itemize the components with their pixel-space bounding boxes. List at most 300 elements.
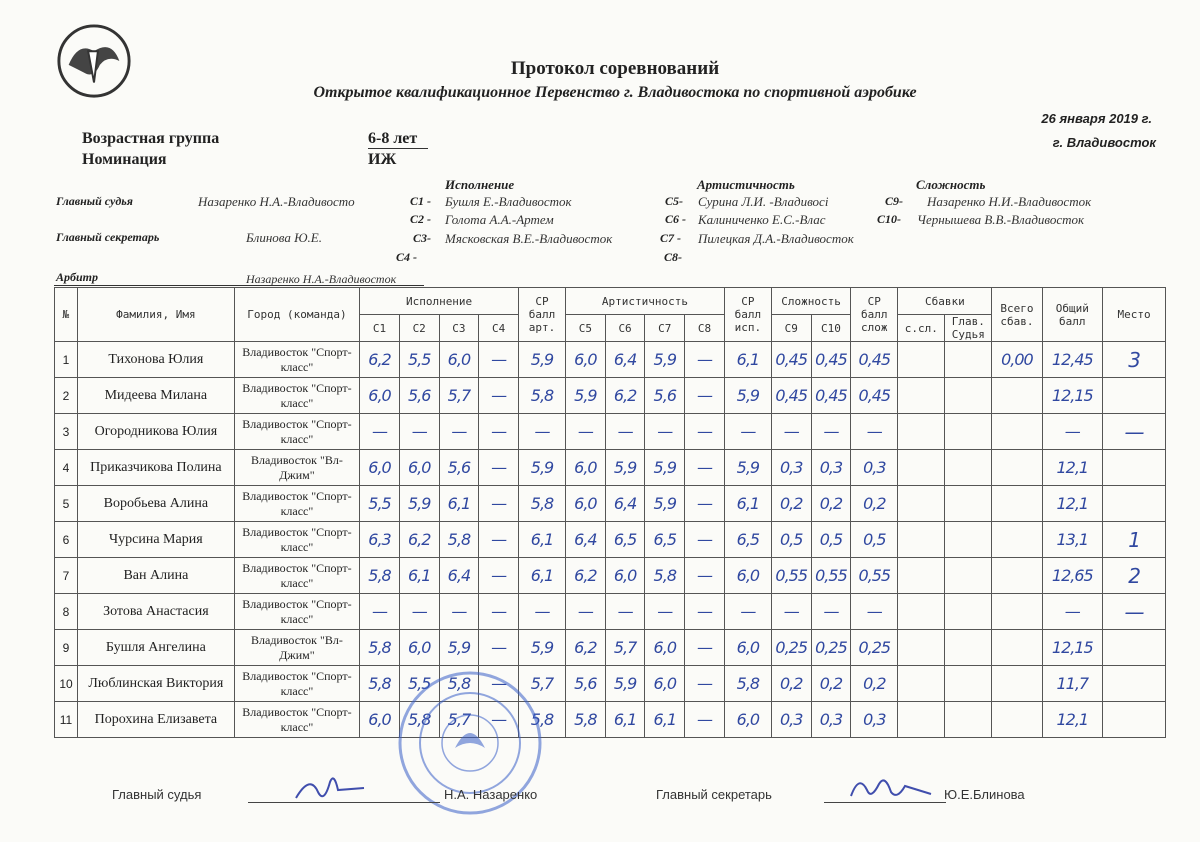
score-c2: 5,8 xyxy=(399,702,439,738)
score-c4: — xyxy=(479,378,519,414)
deduction-sl xyxy=(898,378,945,414)
judge-c10-code: С10- xyxy=(877,212,901,226)
judge-c2-name: Голота А.А.-Артем xyxy=(445,212,554,227)
score-c10: 0,3 xyxy=(811,450,851,486)
score-sr-diff: 0,45 xyxy=(851,342,898,378)
chief-secretary-name: Блинова Ю.Е. xyxy=(246,230,322,245)
score-c9: 0,45 xyxy=(771,378,811,414)
score-c10: — xyxy=(811,414,851,450)
federation-logo xyxy=(55,22,133,100)
score-c1: 5,8 xyxy=(360,558,400,594)
row-number: 2 xyxy=(55,378,78,414)
judge-c4-code: С4 - xyxy=(396,250,417,264)
deduction-head-judge xyxy=(945,522,992,558)
score-c2: 5,5 xyxy=(399,666,439,702)
place: 3 xyxy=(1103,342,1166,378)
row-number: 7 xyxy=(55,558,78,594)
judge-c10-name: Чернышева В.В.-Владивосток xyxy=(917,212,1085,227)
execution-judges-title: Исполнение xyxy=(445,177,515,192)
place: 2 xyxy=(1103,558,1166,594)
table-row xyxy=(55,630,1166,666)
score-sr-exec: 6,1 xyxy=(724,486,771,522)
col-place: Место xyxy=(1103,288,1166,342)
page-subtitle: Открытое квалификационное Первенство г. Владивостока по спортивной аэробике xyxy=(313,84,917,101)
score-c3: 5,6 xyxy=(439,450,479,486)
col-c10: С10 xyxy=(811,315,851,342)
col-num: № xyxy=(55,288,78,342)
footer-chief-secretary-label: Главный секретарь xyxy=(656,787,772,802)
score-sr-art: 5,7 xyxy=(519,666,566,702)
deduction-sl xyxy=(898,522,945,558)
deduction-sl xyxy=(898,594,945,630)
age-group-value: 6-8 лет xyxy=(368,130,428,149)
col-execution: Исполнение xyxy=(360,288,519,315)
total-deductions xyxy=(992,666,1042,702)
score-c6: 6,1 xyxy=(605,702,645,738)
score-sr-exec: 6,1 xyxy=(724,342,771,378)
col-c7: С7 xyxy=(645,315,685,342)
score-sr-diff: — xyxy=(851,414,898,450)
table-row xyxy=(55,522,1166,558)
score-sr-diff: 0,45 xyxy=(851,378,898,414)
score-c5: — xyxy=(566,414,606,450)
athlete-name: Приказчикова Полина xyxy=(77,450,234,486)
deduction-head-judge xyxy=(945,666,992,702)
deduction-head-judge xyxy=(945,594,992,630)
score-c2: 5,6 xyxy=(399,378,439,414)
col-sr-exec: СР балл исп. xyxy=(724,288,771,342)
deduction-sl xyxy=(898,414,945,450)
score-sr-exec: 5,8 xyxy=(724,666,771,702)
score-c9: 0,3 xyxy=(771,450,811,486)
athlete-name: Зотова Анастасия xyxy=(77,594,234,630)
score-c9: 0,2 xyxy=(771,666,811,702)
difficulty-judges-title: Сложность xyxy=(916,177,986,192)
score-c6: 6,4 xyxy=(605,342,645,378)
score-c2: 5,5 xyxy=(399,342,439,378)
total-score: 11,7 xyxy=(1042,666,1103,702)
total-deductions xyxy=(992,414,1042,450)
score-sr-diff: 0,55 xyxy=(851,558,898,594)
row-number: 11 xyxy=(55,702,78,738)
arbiter-label: Арбитр xyxy=(56,270,98,284)
judge-c1-code: С1 - xyxy=(410,194,431,208)
score-c6: 6,2 xyxy=(605,378,645,414)
total-deductions xyxy=(992,378,1042,414)
deduction-sl xyxy=(898,558,945,594)
col-c5: С5 xyxy=(566,315,606,342)
athlete-name: Порохина Елизавета xyxy=(77,702,234,738)
row-number: 4 xyxy=(55,450,78,486)
score-c6: 5,7 xyxy=(605,630,645,666)
place xyxy=(1103,666,1166,702)
score-c5: 6,2 xyxy=(566,630,606,666)
competition-city: г. Владивосток xyxy=(1052,135,1156,150)
score-c7: 5,9 xyxy=(645,450,685,486)
footer-chief-secretary-name: Ю.Е.Блинова xyxy=(944,787,1025,802)
score-c8: — xyxy=(685,522,725,558)
score-c10: 0,25 xyxy=(811,630,851,666)
chief-judge-signature xyxy=(290,770,370,806)
score-c1: 5,5 xyxy=(360,486,400,522)
score-c5: 6,4 xyxy=(566,522,606,558)
col-deductions: Сбавки xyxy=(898,288,992,315)
total-deductions xyxy=(992,594,1042,630)
total-deductions xyxy=(992,558,1042,594)
score-c3: 5,9 xyxy=(439,630,479,666)
score-c10: — xyxy=(811,594,851,630)
score-c3: — xyxy=(439,414,479,450)
total-score: 12,45 xyxy=(1042,342,1103,378)
nomination-label: Номинация xyxy=(82,151,167,168)
col-c3: С3 xyxy=(439,315,479,342)
total-deductions xyxy=(992,450,1042,486)
total-deductions xyxy=(992,486,1042,522)
athlete-team: Владивосток "Спорт-класс" xyxy=(234,378,359,414)
page-title: Протокол соревнований xyxy=(510,58,720,79)
score-c7: 5,6 xyxy=(645,378,685,414)
judge-c2-code: С2 - xyxy=(410,212,431,226)
score-c6: 6,5 xyxy=(605,522,645,558)
score-c1: 5,8 xyxy=(360,666,400,702)
deduction-sl xyxy=(898,486,945,522)
total-deductions: 0,00 xyxy=(992,342,1042,378)
score-c9: 0,5 xyxy=(771,522,811,558)
total-score: — xyxy=(1042,414,1103,450)
athlete-name: Воробьева Алина xyxy=(77,486,234,522)
col-sr-diff: СР балл слож xyxy=(851,288,898,342)
athlete-team: Владивосток "Вл-Джим" xyxy=(234,630,359,666)
score-c6: 5,9 xyxy=(605,666,645,702)
score-sr-diff: 0,3 xyxy=(851,450,898,486)
score-c4: — xyxy=(479,450,519,486)
col-artistry: Артистичность xyxy=(566,288,725,315)
score-c8: — xyxy=(685,414,725,450)
athlete-team: Владивосток "Спорт-класс" xyxy=(234,486,359,522)
table-row xyxy=(55,666,1166,702)
place: 1 xyxy=(1103,522,1166,558)
score-c3: 6,0 xyxy=(439,342,479,378)
score-c4: — xyxy=(479,486,519,522)
judge-c9-name: Назаренко Н.И.-Владивосток xyxy=(927,194,1092,209)
athlete-team: Владивосток "Спорт-класс" xyxy=(234,702,359,738)
score-sr-exec: 6,0 xyxy=(724,630,771,666)
deduction-sl xyxy=(898,450,945,486)
judge-c6-code: С6 - xyxy=(665,212,686,226)
score-sr-diff: 0,25 xyxy=(851,630,898,666)
place xyxy=(1103,378,1166,414)
total-score: 13,1 xyxy=(1042,522,1103,558)
col-c4: С4 xyxy=(479,315,519,342)
place xyxy=(1103,702,1166,738)
score-c3: 5,8 xyxy=(439,666,479,702)
score-sr-exec: 6,0 xyxy=(724,702,771,738)
athlete-name: Мидеева Милана xyxy=(77,378,234,414)
col-c9: С9 xyxy=(771,315,811,342)
score-c5: 6,2 xyxy=(566,558,606,594)
score-c7: 6,5 xyxy=(645,522,685,558)
score-c1: 6,0 xyxy=(360,378,400,414)
athlete-team: Владивосток "Спорт-класс" xyxy=(234,594,359,630)
place: — xyxy=(1103,594,1166,630)
score-c3: 6,4 xyxy=(439,558,479,594)
score-sr-art: 6,1 xyxy=(519,558,566,594)
score-sr-art: — xyxy=(519,414,566,450)
score-c10: 0,2 xyxy=(811,666,851,702)
score-sr-art: 5,8 xyxy=(519,702,566,738)
place xyxy=(1103,486,1166,522)
score-c5: 6,0 xyxy=(566,450,606,486)
score-sr-diff: 0,3 xyxy=(851,702,898,738)
col-difficulty: Сложность xyxy=(771,288,850,315)
score-c5: 6,0 xyxy=(566,486,606,522)
col-c8: С8 xyxy=(685,315,725,342)
row-number: 1 xyxy=(55,342,78,378)
table-row xyxy=(55,342,1166,378)
deduction-sl xyxy=(898,702,945,738)
score-sr-exec: 5,9 xyxy=(724,378,771,414)
judge-c9-code: С9- xyxy=(885,194,903,208)
judge-c8-code: С8- xyxy=(664,250,682,264)
score-c10: 0,55 xyxy=(811,558,851,594)
col-c2: С2 xyxy=(399,315,439,342)
total-deductions xyxy=(992,522,1042,558)
score-c3: — xyxy=(439,594,479,630)
score-c7: 5,9 xyxy=(645,342,685,378)
score-c8: — xyxy=(685,378,725,414)
row-number: 3 xyxy=(55,414,78,450)
score-sr-exec: 5,9 xyxy=(724,450,771,486)
score-sr-exec: 6,5 xyxy=(724,522,771,558)
footer-chief-judge-name: Н.А. Назаренко xyxy=(444,787,538,802)
score-c9: 0,2 xyxy=(771,486,811,522)
score-c9: — xyxy=(771,594,811,630)
total-score: 12,65 xyxy=(1042,558,1103,594)
athlete-name: Бушля Ангелина xyxy=(77,630,234,666)
table-row xyxy=(55,486,1166,522)
table-row xyxy=(55,594,1166,630)
row-number: 9 xyxy=(55,630,78,666)
deduction-head-judge xyxy=(945,630,992,666)
score-c7: — xyxy=(645,414,685,450)
score-c10: 0,5 xyxy=(811,522,851,558)
athlete-name: Тихонова Юлия xyxy=(77,342,234,378)
col-city: Город (команда) xyxy=(234,288,359,342)
judge-c6-name: Калиниченко Е.С.-Влас xyxy=(698,212,826,227)
score-c4: — xyxy=(479,594,519,630)
score-c6: — xyxy=(605,414,645,450)
score-c5: — xyxy=(566,594,606,630)
score-c7: 6,0 xyxy=(645,666,685,702)
judge-c5-code: С5- xyxy=(665,194,683,208)
score-c9: 0,25 xyxy=(771,630,811,666)
score-c10: 0,45 xyxy=(811,342,851,378)
chief-judge-name: Назаренко Н.А.-Владивосто xyxy=(198,194,355,209)
row-number: 8 xyxy=(55,594,78,630)
chief-judge-label: Главный судья xyxy=(56,194,133,208)
athlete-team: Владивосток "Спорт-класс" xyxy=(234,666,359,702)
athlete-team: Владивосток "Спорт-класс" xyxy=(234,342,359,378)
score-c2: — xyxy=(399,414,439,450)
chief-secretary-label: Главный секретарь xyxy=(56,230,160,244)
judge-c7-code: С7 - xyxy=(660,231,681,245)
judge-c3-code: С3- xyxy=(413,231,431,245)
col-sr-art: СР балл арт. xyxy=(519,288,566,342)
score-c3: 5,8 xyxy=(439,522,479,558)
score-c1: 6,3 xyxy=(360,522,400,558)
score-c8: — xyxy=(685,594,725,630)
score-c10: 0,3 xyxy=(811,702,851,738)
score-c4: — xyxy=(479,342,519,378)
score-c1: 6,0 xyxy=(360,450,400,486)
score-c5: 5,6 xyxy=(566,666,606,702)
athlete-team: Владивосток "Вл-Джим" xyxy=(234,450,359,486)
total-deductions xyxy=(992,702,1042,738)
total-score: 12,15 xyxy=(1042,378,1103,414)
score-c8: — xyxy=(685,702,725,738)
col-name: Фамилия, Имя xyxy=(77,288,234,342)
score-sr-art: 5,9 xyxy=(519,630,566,666)
deduction-head-judge xyxy=(945,702,992,738)
athlete-name: Чурсина Мария xyxy=(77,522,234,558)
score-c10: 0,2 xyxy=(811,486,851,522)
total-score: 12,1 xyxy=(1042,702,1103,738)
deduction-sl xyxy=(898,342,945,378)
score-c9: 0,55 xyxy=(771,558,811,594)
deduction-head-judge xyxy=(945,558,992,594)
nomination-value: ИЖ xyxy=(368,151,397,168)
footer-chief-judge-label: Главный судья xyxy=(112,787,202,802)
col-c6: С6 xyxy=(605,315,645,342)
judge-c1-name: Бушля Е.-Владивосток xyxy=(445,194,572,209)
score-c7: 6,1 xyxy=(645,702,685,738)
score-c7: — xyxy=(645,594,685,630)
arbiter-name: Назаренко Н.А.-Владивосток xyxy=(246,272,397,286)
place xyxy=(1103,630,1166,666)
score-sr-art: 5,9 xyxy=(519,450,566,486)
age-group-label: Возрастная группа xyxy=(82,130,220,147)
artistry-judges-title: Артистичность xyxy=(697,177,795,192)
deduction-head-judge xyxy=(945,378,992,414)
total-score: 12,1 xyxy=(1042,450,1103,486)
col-total-deductions: Всего сбав. xyxy=(992,288,1042,342)
score-sr-art: — xyxy=(519,594,566,630)
score-c10: 0,45 xyxy=(811,378,851,414)
score-sr-exec: — xyxy=(724,414,771,450)
arbiter-line xyxy=(54,285,424,286)
score-sr-art: 5,8 xyxy=(519,486,566,522)
row-number: 6 xyxy=(55,522,78,558)
score-c4: — xyxy=(479,558,519,594)
total-score: 12,15 xyxy=(1042,630,1103,666)
competition-date: 26 января 2019 г. xyxy=(1041,111,1152,126)
score-c8: — xyxy=(685,342,725,378)
deduction-sl xyxy=(898,630,945,666)
score-sr-diff: 0,5 xyxy=(851,522,898,558)
score-c7: 5,9 xyxy=(645,486,685,522)
judge-c3-name: Мясковская В.Е.-Владивосток xyxy=(445,231,613,246)
score-sr-art: 5,9 xyxy=(519,342,566,378)
score-c4: — xyxy=(479,414,519,450)
score-c5: 5,8 xyxy=(566,702,606,738)
score-c9: 0,3 xyxy=(771,702,811,738)
table-row xyxy=(55,558,1166,594)
athlete-name: Люблинская Виктория xyxy=(77,666,234,702)
score-c4: — xyxy=(479,522,519,558)
score-c9: 0,45 xyxy=(771,342,811,378)
score-c4: — xyxy=(479,666,519,702)
score-c2: 6,0 xyxy=(399,630,439,666)
score-c3: 5,7 xyxy=(439,378,479,414)
score-c8: — xyxy=(685,666,725,702)
score-sr-art: 5,8 xyxy=(519,378,566,414)
score-c2: 6,1 xyxy=(399,558,439,594)
score-c6: 6,4 xyxy=(605,486,645,522)
row-number: 10 xyxy=(55,666,78,702)
score-c3: 5,7 xyxy=(439,702,479,738)
score-c5: 5,9 xyxy=(566,378,606,414)
results-table xyxy=(54,287,1166,738)
score-c6: 5,9 xyxy=(605,450,645,486)
deduction-head-judge xyxy=(945,342,992,378)
total-deductions xyxy=(992,630,1042,666)
table-row xyxy=(55,450,1166,486)
score-c8: — xyxy=(685,486,725,522)
score-c7: 5,8 xyxy=(645,558,685,594)
athlete-name: Огородникова Юлия xyxy=(77,414,234,450)
place: — xyxy=(1103,414,1166,450)
score-c8: — xyxy=(685,558,725,594)
score-sr-exec: 6,0 xyxy=(724,558,771,594)
col-ded-sl: с.сл. xyxy=(898,315,945,342)
score-c2: — xyxy=(399,594,439,630)
judge-c5-name: Сурина Л.И. -Владивосі xyxy=(698,194,829,209)
athlete-team: Владивосток "Спорт-класс" xyxy=(234,414,359,450)
score-c8: — xyxy=(685,450,725,486)
deduction-sl xyxy=(898,666,945,702)
score-c6: — xyxy=(605,594,645,630)
score-c9: — xyxy=(771,414,811,450)
score-c1: 6,0 xyxy=(360,702,400,738)
total-score: — xyxy=(1042,594,1103,630)
chief-secretary-signature xyxy=(845,770,935,806)
table-row xyxy=(55,414,1166,450)
score-c3: 6,1 xyxy=(439,486,479,522)
score-c1: — xyxy=(360,594,400,630)
row-number: 5 xyxy=(55,486,78,522)
score-c8: — xyxy=(685,630,725,666)
score-c2: 6,0 xyxy=(399,450,439,486)
score-c1: 6,2 xyxy=(360,342,400,378)
place xyxy=(1103,450,1166,486)
deduction-head-judge xyxy=(945,450,992,486)
score-sr-art: 6,1 xyxy=(519,522,566,558)
score-c5: 6,0 xyxy=(566,342,606,378)
score-c2: 6,2 xyxy=(399,522,439,558)
table-row xyxy=(55,378,1166,414)
athlete-team: Владивосток "Спорт-класс" xyxy=(234,558,359,594)
score-c6: 6,0 xyxy=(605,558,645,594)
athlete-team: Владивосток "Спорт-класс" xyxy=(234,522,359,558)
table-row xyxy=(55,702,1166,738)
score-sr-diff: — xyxy=(851,594,898,630)
total-score: 12,1 xyxy=(1042,486,1103,522)
judge-c7-name: Пилецкая Д.А.-Владивосток xyxy=(698,231,854,246)
score-c4: — xyxy=(479,702,519,738)
score-sr-diff: 0,2 xyxy=(851,486,898,522)
athlete-name: Ван Алина xyxy=(77,558,234,594)
col-total: Общий балл xyxy=(1042,288,1103,342)
